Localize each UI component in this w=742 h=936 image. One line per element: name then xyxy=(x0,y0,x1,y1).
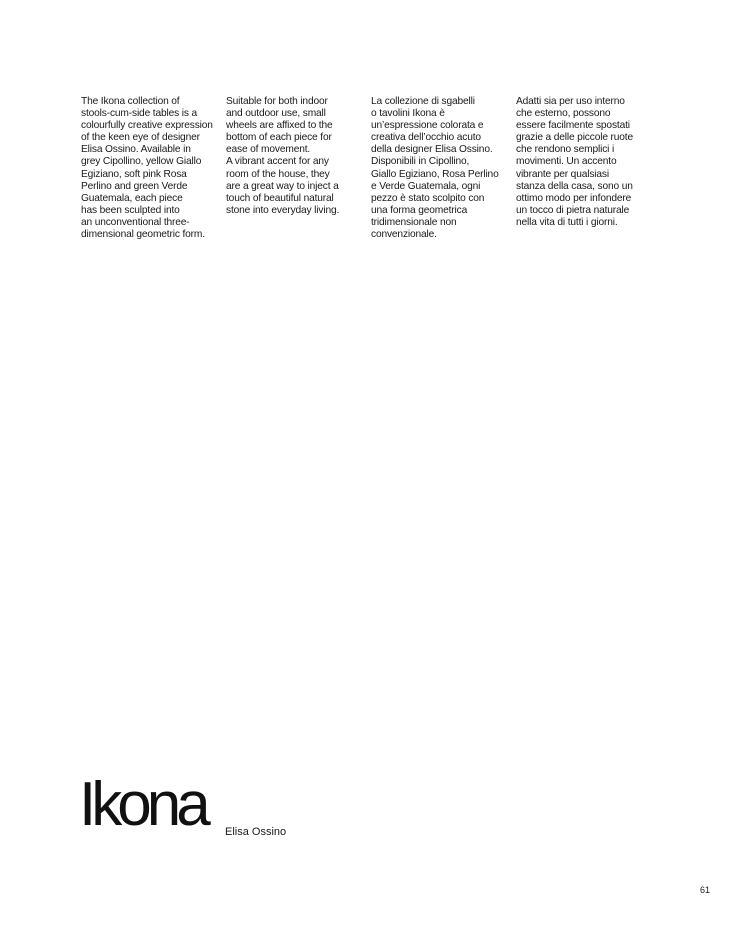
text-line: o tavolini Ikona è xyxy=(371,108,445,120)
text-line: un tocco di pietra naturale xyxy=(516,204,630,216)
text-line: colourfully creative expression xyxy=(81,120,213,132)
text-line: che esterno, possono xyxy=(516,108,611,120)
text-line: della designer Elisa Ossino. xyxy=(371,144,493,156)
text-column-italian-1 xyxy=(371,96,509,241)
text-line: Giallo Egiziano, Rosa Perlino xyxy=(371,168,499,180)
text-line: grey Cipollino, yellow Giallo xyxy=(81,156,202,168)
text-line: ottimo modo per infondere xyxy=(516,192,632,204)
text-column-english-2 xyxy=(226,96,364,217)
designer-name: Elisa Ossino xyxy=(225,826,287,838)
text-line: touch of beautiful natural xyxy=(226,192,334,204)
text-line: wheels are affixed to the xyxy=(226,120,333,132)
text-line: movimenti. Un accento xyxy=(516,156,617,168)
text-line: e Verde Guatemala, ogni xyxy=(371,180,481,192)
text-line: tridimensionale non xyxy=(371,216,457,228)
text-line: grazie a delle piccole ruote xyxy=(516,132,633,144)
text-column-italian-2 xyxy=(516,96,654,229)
text-line: and outdoor use, small xyxy=(226,108,326,120)
text-line: A vibrant accent for any xyxy=(226,156,329,168)
text-line: bottom of each piece for xyxy=(226,132,332,144)
text-line: The Ikona collection of xyxy=(81,96,180,107)
page-number: 61 xyxy=(700,885,711,895)
product-title: Ikona xyxy=(79,770,206,839)
text-line: ease of movement. xyxy=(226,144,311,156)
text-line: has been sculpted into xyxy=(81,204,180,216)
text-line: room of the house, they xyxy=(226,168,330,180)
text-line: Egiziano, soft pink Rosa xyxy=(81,168,187,180)
text-line: stools-cum-side tables is a xyxy=(81,108,197,120)
text-line: un’espressione colorata e xyxy=(371,120,484,132)
text-line: nella vita di tutti i giorni. xyxy=(516,216,618,228)
text-line: pezzo è stato scolpito con xyxy=(371,192,485,204)
text-line: are a great way to inject a xyxy=(226,180,339,192)
text-column-english-1 xyxy=(81,96,219,241)
text-line: Disponibili in Cipollino, xyxy=(371,156,470,168)
text-line: Adatti sia per uso interno xyxy=(516,96,625,107)
text-line: Elisa Ossino. Available in xyxy=(81,144,191,156)
text-line: La collezione di sgabelli xyxy=(371,96,475,107)
text-line: Guatemala, each piece xyxy=(81,192,183,204)
text-line: convenzionale. xyxy=(371,229,437,241)
text-line: dimensional geometric form. xyxy=(81,229,205,241)
text-line: of the keen eye of designer xyxy=(81,132,200,144)
text-line: una forma geometrica xyxy=(371,204,468,216)
text-line: stone into everyday living. xyxy=(226,204,340,216)
text-line: essere facilmente spostati xyxy=(516,120,630,132)
text-line: an unconventional three- xyxy=(81,216,190,228)
text-line: Perlino and green Verde xyxy=(81,180,188,192)
text-line: Suitable for both indoor xyxy=(226,96,328,107)
text-line: creativa dell’occhio acuto xyxy=(371,132,481,144)
text-line: vibrante per qualsiasi xyxy=(516,168,609,180)
text-line: che rendono semplici i xyxy=(516,144,615,156)
text-line: stanza della casa, sono un xyxy=(516,180,633,192)
